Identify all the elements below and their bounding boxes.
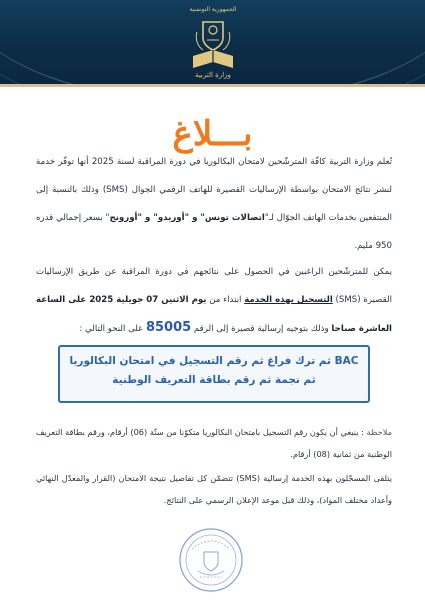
note1-text: : ينبغي أن يكون رقم التسجيل بامتحان البكالوريا متكوّنا من ستّة (06) أرقام، ورقم بطاقة التعريف الوطنية من ثمانية (08) أرقام. <box>36 427 392 459</box>
paragraph-registration <box>36 258 392 343</box>
note-registration-digits <box>36 421 392 465</box>
announcement-title: بـــلاغ <box>172 114 253 154</box>
ministry-emblem-icon <box>187 8 239 80</box>
operators-list: اتصالات تونس" و "أوريدو" و "أورونج <box>109 213 265 223</box>
registration-date: يوم الاثنين 07 جويلية 2025 على الساعة العاشرة صباحا <box>36 295 392 334</box>
paragraph2-intro: يمكن للمترشّحين الراغبين في الحصول على نتائجهم في دورة المراقبة عن طريق الإرساليات القصيرة (SMS) <box>36 267 392 305</box>
paragraph1-price: " بسعر إجمالي قدره 950 مليم. <box>36 213 392 251</box>
sms-number: 85005 <box>145 320 192 335</box>
paragraph2-end: على النحو التالي : <box>79 324 146 334</box>
paragraph-service-info <box>36 148 392 260</box>
note-result-details: يتلقى المسجّلون بهذه الخدمة إرسالية (SMS) تتضمّن كل تفاصيل نتيجة الامتحان (القرار والمعدّل النهائي وأعداد مختلف المواد)، وذلك قبل موعد الإعلان الرسمي على النتائج. <box>36 473 392 505</box>
ministry-label: وزارة التربية <box>195 71 231 79</box>
sms-format-box: BAC ثم ترك فراغ ثم رقم التسجيل في امتحان البكالوريا ثم نجمة ثم رقم بطاقة التعريف الوطنية <box>58 345 370 403</box>
paragraph2-start: ابتداء من <box>206 295 245 305</box>
note-label: ملاحظة <box>366 427 392 437</box>
paragraph2-tail: وذلك بتوجيه إرسالية قصيرة إلى الرقم <box>191 324 332 334</box>
paragraph1-text: تُعلم وزارة التربية كافّة المترشّحين لامتحان البكالوريا في دورة المراقبة لسنة 2025 أنها توفّر خدمة لنشر نتائج الامتحان بواسطة الإرساليات القصيرة للهاتف الرقمي الجوال (SMS) وذلك بالنسبة إلى المنتفعين بخدمات الهاتف الجوّال لـ" <box>36 157 392 223</box>
republic-label: الجمهورية التونسية <box>189 6 237 13</box>
registration-phrase: التسجيل بهذه الخدمة <box>244 295 333 305</box>
header-gold-band <box>0 84 425 87</box>
ministry-stamp-icon <box>178 527 244 593</box>
